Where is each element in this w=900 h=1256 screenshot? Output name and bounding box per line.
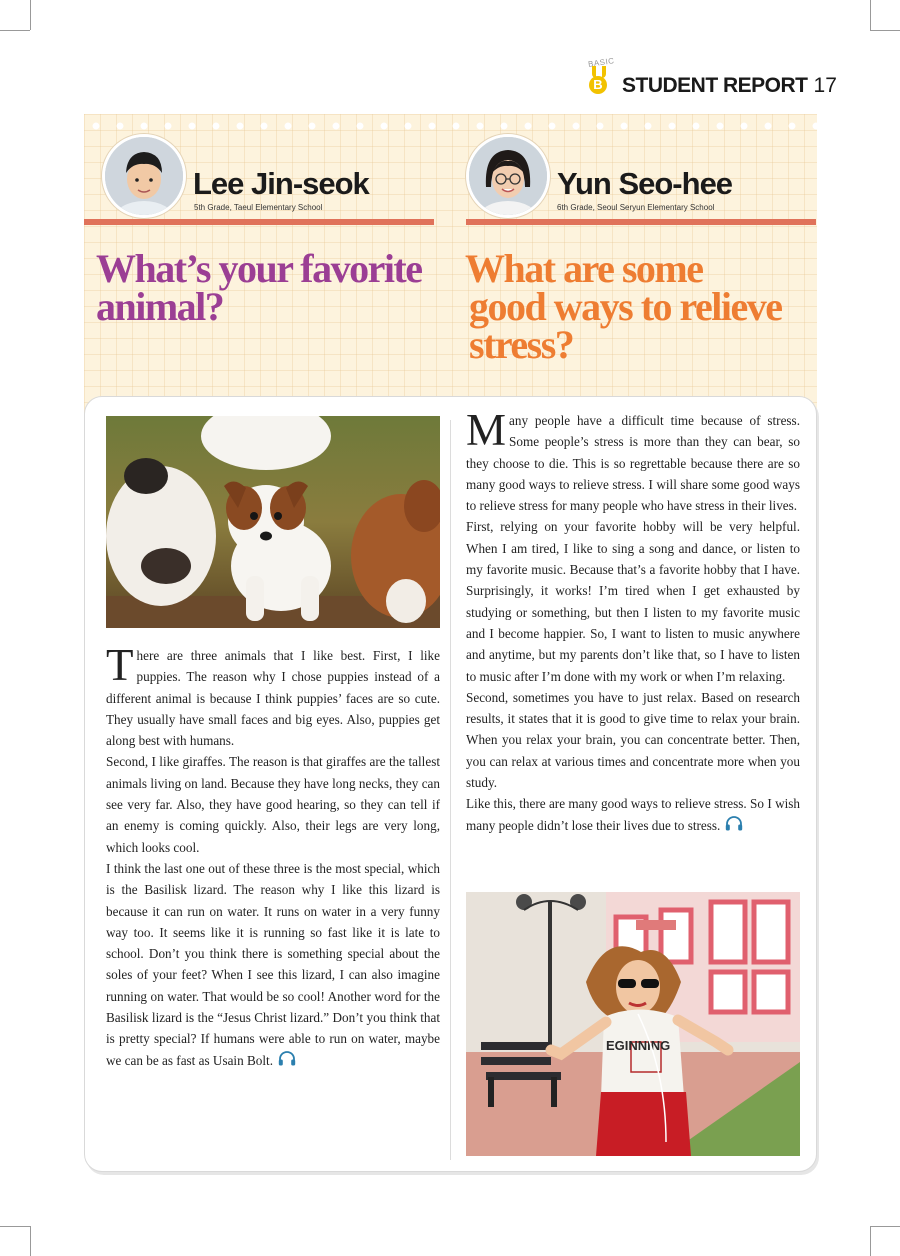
question-right-line: good ways to relieve <box>469 284 782 329</box>
crop-mark <box>30 1226 31 1256</box>
question-right-line: stress? <box>469 322 574 367</box>
article-left <box>106 640 440 1072</box>
crop-mark <box>870 0 871 30</box>
paragraph: First, relying on your favorite hobby will be very helpful. When I am tired, I like to sing a song and dance, or listen to my favorite music. Because that’s a favorite hobby that I have. Surprisingly, it works! I’m tired when I get exhausted by studying or something, but then I listen to my favorite music and I become happier. So, I want to listen to music anywhere and anytime, but my parents don’t like that, so I have to listen to music after I’m done with my work or when I’m relaxing. <box>466 519 800 684</box>
girl-music-photo <box>466 892 800 1156</box>
crop-mark <box>0 30 30 31</box>
headphones-icon <box>278 1051 296 1072</box>
section-header <box>622 74 837 98</box>
author-name-right: Yun Seo-hee <box>557 166 733 201</box>
paragraph: Second, sometimes you have to just relax. Based on research results, it states that it is good to give time to relax your brain. When you relax your brain, you can concentrate better. Then, you can relax at various times and concentrate more when you study. <box>466 689 800 791</box>
basic-logo <box>586 58 616 102</box>
paragraph: There are three animals that I like best. First, I like puppies. The reason why I chose puppies instead of a different animal is because I think puppies’ faces are so cute. They usually have small faces and big eyes. Also, puppies get along best with humans. <box>106 640 440 749</box>
logo-small-text: BASIC <box>587 56 616 69</box>
paragraph: Many people have a difficult time because of stress. Some people’s stress is more than they can bear, so they choose to die. This is so regrettable because there are so many good ways to relieve stress. I will share some good ways to relieve stress for many people who have stress in their lives. <box>466 405 800 514</box>
accent-bar-right <box>466 219 816 225</box>
question-left-line: What’s your favorite <box>96 246 422 291</box>
avatar-yun-seo-hee <box>466 134 550 218</box>
question-right-line: What are some <box>465 246 703 291</box>
author-school-right: 6th Grade, Seoul Seryun Elementary School <box>557 203 715 212</box>
crop-mark <box>870 1226 900 1227</box>
logo-letter: B <box>589 76 607 94</box>
crop-mark <box>0 1226 30 1227</box>
paragraph: Second, I like giraffes. The reason is that giraffes are the tallest animals living on land. Because they have long necks, they can see very far. Also, they have good hearing, so they can tell if an enemy is coming quickly. Also, their legs are very long, which looks cool. <box>106 754 440 855</box>
shirt-text: EGINNING <box>606 1038 671 1053</box>
column-divider <box>450 420 451 1160</box>
crop-mark <box>30 0 31 30</box>
puppies-photo <box>106 416 440 628</box>
drop-cap: T <box>106 640 134 690</box>
article-right <box>466 405 800 837</box>
paragraph: Like this, there are many good ways to relieve stress. So I wish many people didn’t lose their lives due to stress. <box>466 793 800 837</box>
question-right <box>465 246 782 367</box>
paragraph: I think the last one out of these three is the most special, which is the Basilisk lizard. The reason why I like this lizard is because it can run on water. It runs on water in a very funny way too. It seems like it is running so fast like it is late to school. Don’t you think there is something special about the soles of your feet? When I see this lizard, I can also imagine running on water. That would be so cool! Another word for the Basilisk lizard is the “Jesus Christ lizard.” Don’t you think that is pretty special? If humans were able to run on water, maybe we can be as fast as Usain Bolt. <box>106 858 440 1072</box>
question-left-line: animal? <box>96 284 224 329</box>
crop-mark <box>870 30 900 31</box>
avatar-lee-jin-seok <box>102 134 186 218</box>
author-school-left: 5th Grade, Taeul Elementary School <box>194 203 323 212</box>
accent-bar-left <box>84 219 434 225</box>
crop-mark <box>870 1226 871 1256</box>
author-name-left: Lee Jin-seok <box>193 166 369 201</box>
drop-cap: M <box>466 405 507 455</box>
page-number: 17 <box>813 74 837 97</box>
stitch-border <box>84 122 817 130</box>
question-left <box>96 246 422 329</box>
section-title: STUDENT REPORT <box>622 74 808 97</box>
headphones-icon <box>725 816 743 837</box>
